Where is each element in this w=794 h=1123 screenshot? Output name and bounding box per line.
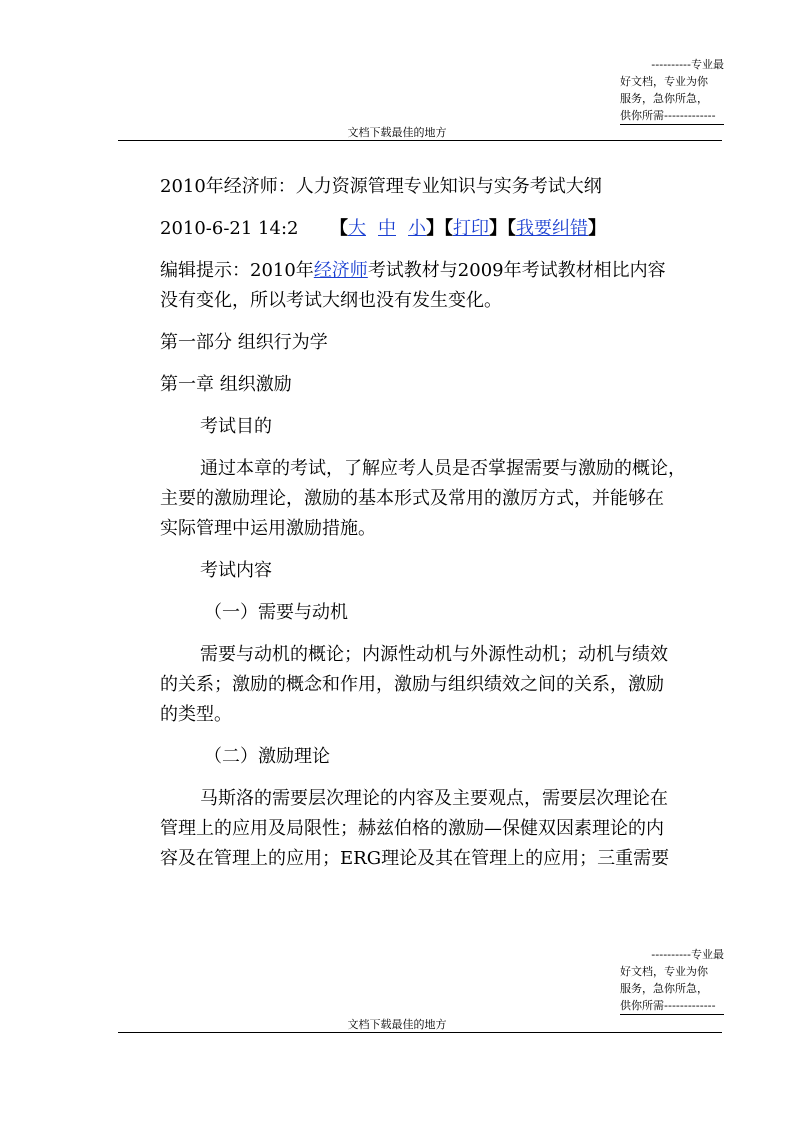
section-2-line-3: 容及在管理上的应用；ERG理论及其在管理上的应用；三重需要 (160, 848, 670, 869)
stamp-line-2: 好文档，专业为你 (620, 965, 708, 978)
goal-line-1: 通过本章的考试，了解应考人员是否掌握需要与激励的概论， (200, 458, 686, 479)
section-1-heading: （一）需要与动机 (204, 602, 348, 623)
section-1-line-2: 的关系；激励的概念和作用，激励与组织绩效之间的关系，激励 (160, 674, 664, 695)
print-link[interactable]: 打印 (453, 218, 489, 239)
stamp-line-1: ----------专业最 (651, 948, 724, 961)
footer-rule (118, 1032, 722, 1033)
page-footer-title: 文档下载最佳的地方 (347, 1018, 447, 1031)
editor-note: 编辑提示：2010年经济师考试教材与2009年考试教材相比内容 (160, 260, 666, 281)
section-1-line-3: 的类型。 (160, 704, 232, 725)
footer-stamp (620, 946, 724, 1015)
section-1-line-1: 需要与动机的概论；内源性动机与外源性动机；动机与绩效 (200, 644, 668, 665)
font-size-medium-link[interactable]: 中 (378, 218, 396, 239)
goal-line-3: 实际管理中运用激励措施。 (160, 518, 376, 539)
article-meta: 2010-6-21 14:2 【大 中 小】【打印】【我要纠错】 (160, 214, 720, 244)
stamp-line-1: ----------专业最 (651, 58, 724, 71)
editor-note-line-2: 没有变化，所以考试大纲也没有发生变化。 (160, 290, 502, 311)
stamp-line-4: 供你所需------------- (620, 109, 716, 122)
goal-heading: 考试目的 (200, 416, 272, 437)
header-stamp (620, 56, 724, 125)
chapter-heading: 第一章 组织激励 (160, 374, 292, 395)
stamp-line-2: 好文档，专业为你 (620, 75, 708, 88)
header-rule (118, 140, 722, 141)
report-error-link[interactable]: 我要纠错 (516, 218, 588, 239)
content-heading: 考试内容 (200, 560, 272, 581)
stamp-line-4: 供你所需------------- (620, 999, 716, 1012)
font-size-large-link[interactable]: 大 (348, 218, 366, 239)
stamp-line-3: 服务，急你所急， (620, 982, 708, 995)
section-2-line-2: 管理上的应用及局限性；赫兹伯格的激励—保健双因素理论的内 (160, 818, 664, 839)
part-heading: 第一部分 组织行为学 (160, 332, 328, 353)
page-header-title: 文档下载最佳的地方 (347, 126, 447, 139)
article-date: 2010-6-21 14:2 (160, 218, 299, 239)
goal-line-2: 主要的激励理论，激励的基本形式及常用的激厉方式，并能够在 (160, 488, 664, 509)
font-size-small-link[interactable]: 小 (408, 218, 426, 239)
section-2-line-1: 马斯洛的需要层次理论的内容及主要观点，需要层次理论在 (200, 788, 668, 809)
economist-link[interactable]: 经济师 (313, 260, 368, 281)
article-title: 2010年经济师：人力资源管理专业知识与实务考试大纲 (160, 176, 602, 197)
stamp-line-3: 服务，急你所急， (620, 92, 708, 105)
article-body (160, 172, 720, 874)
section-2-heading: （二）激励理论 (204, 746, 330, 767)
